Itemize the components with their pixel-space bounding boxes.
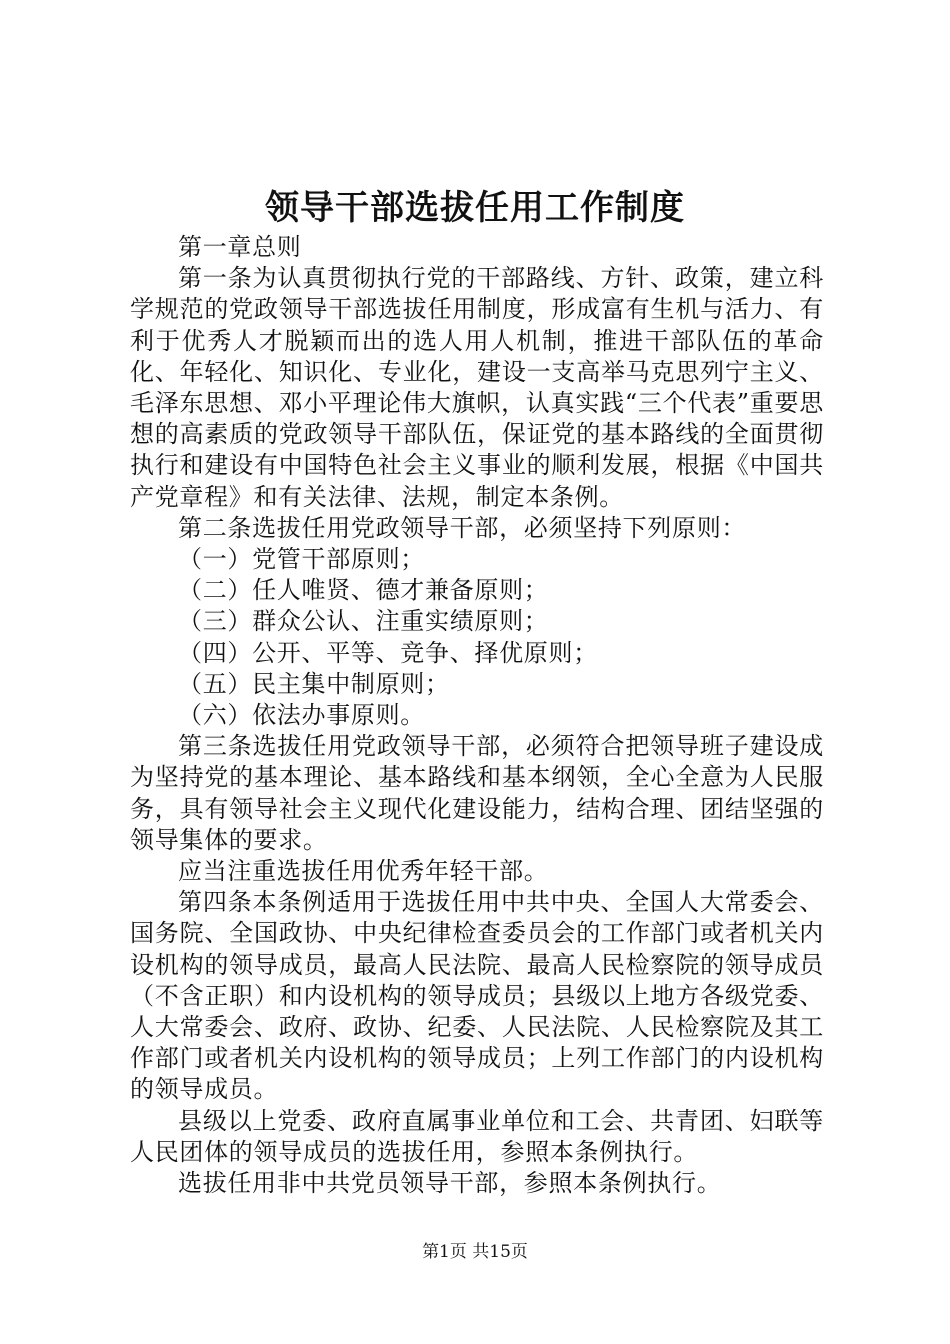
principle-item: （一）党管干部原则； — [178, 545, 425, 574]
article-4-note: 县级以上党委、政府直属事业单位和工会、共青团、妇联等人民团体的领导成员的选拔任用，参照本条例执行。 — [130, 1106, 824, 1166]
article-4: 第四条本条例适用于选拔任用中共中央、全国人大常委会、国务院、全国政协、中央纪律检查委员会的工作部门或者机关内设机构的领导成员，最高人民法院、最高人民检察院的领导成员（不含正职）和内设机构的领导成员；县级以上地方各级党委、人大常委会、政府、政协、纪委、人民法院、人民检察院及其工作部门或者机关内设机构的领导成员；上列工作部门的内设机构的领导成员。 — [130, 888, 824, 1104]
principle-item: （四）公开、平等、竞争、择优原则； — [178, 638, 598, 667]
chapter-heading: 第一章总则 — [178, 233, 302, 261]
article-3: 第三条选拔任用党政领导干部，必须符合把领导班子建设成为坚持党的基本理论、基本路线和基本纲领，全心全意为人民服务，具有领导社会主义现代化建设能力，结构合理、团结坚强的领导集体的要求。 — [130, 732, 824, 854]
article-1: 第一条为认真贯彻执行党的干部路线、方针、政策，建立科学规范的党政领导干部选拔任用制度，形成富有生机与活力、有利于优秀人才脱颖而出的选人用人机制，推进干部队伍的革命化、年轻化、知识化、专业化，建设一支高举马克思列宁主义、毛泽东思想、邓小平理论伟大旗帜，认真实践“三个代表”重要思想的高素质的党政领导干部队伍，保证党的基本路线的全面贯彻执行和建设有中国特色社会主义事业的顺利发展，根据《中国共产党章程》和有关法律、法规，制定本条例。 — [130, 264, 824, 511]
principle-item: （五）民主集中制原则； — [178, 669, 450, 698]
article-3-note: 应当注重选拔任用优秀年轻干部。 — [178, 857, 549, 886]
principle-item: （二）任人唯贤、德才兼备原则； — [178, 576, 549, 605]
article-2: 第二条选拔任用党政领导干部，必须坚持下列原则： — [178, 513, 747, 542]
document-body — [130, 232, 824, 1199]
principle-item: （三）群众公认、注重实绩原则； — [178, 607, 549, 636]
document-title: 领导干部选拔任用工作制度 — [265, 188, 685, 228]
principle-item: （六）依法办事原则。 — [178, 701, 425, 730]
page-number-footer: 第1页 共15页 — [422, 1242, 528, 1262]
article-4-note: 选拔任用非中共党员领导干部，参照本条例执行。 — [178, 1169, 722, 1198]
